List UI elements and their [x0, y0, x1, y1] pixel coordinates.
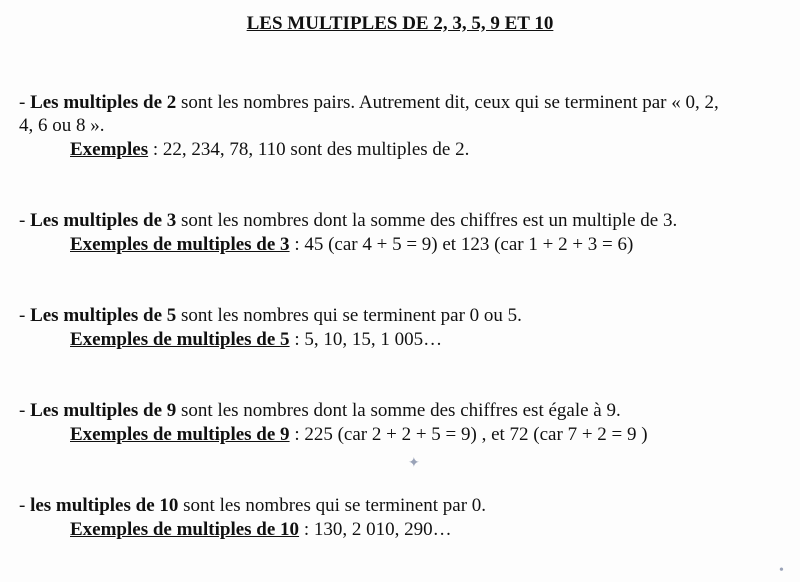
- example-label: Exemples de multiples de 9: [70, 424, 290, 445]
- rule-text: sont les nombres dont la somme des chiffres est un multiple de 3.: [176, 210, 678, 231]
- example-separator: :: [299, 519, 314, 540]
- rule-continuation: 4, 6 ou 8 ».: [19, 114, 105, 136]
- rule-line: [19, 495, 789, 518]
- rule-dash: -: [19, 305, 31, 326]
- example-text: 45 (car 4 + 5 = 9) et 123 (car 1 + 2 + 3 = 6): [304, 234, 634, 255]
- rule-multiples-3: [19, 210, 789, 233]
- rule-line: [19, 305, 789, 328]
- page-title: LES MULTIPLES DE 2, 3, 5, 9 ET 10: [246, 13, 554, 34]
- rule-text: sont les nombres qui se terminent par 0.: [178, 495, 487, 516]
- rule-term: Les multiples de 5: [30, 305, 177, 326]
- rule-multiples-2: [19, 92, 789, 138]
- example-text: 130, 2 010, 290…: [313, 519, 452, 540]
- example-text: 22, 234, 78, 110 sont des multiples de 2.: [162, 139, 470, 160]
- rule-term: les multiples de 10: [30, 495, 179, 516]
- rule-dash: -: [19, 400, 31, 421]
- rule-term: Les multiples de 9: [30, 400, 177, 421]
- rule-dash: -: [19, 210, 31, 231]
- rule-multiples-10: [19, 495, 789, 518]
- example-multiples-5: [70, 329, 442, 352]
- rule-text: sont les nombres pairs. Autrement dit, ceux qui se terminent par « 0, 2,: [176, 92, 719, 113]
- rule-term: Les multiples de 3: [30, 210, 177, 231]
- rule-line: [19, 400, 789, 423]
- rule-line: [19, 92, 789, 115]
- example-multiples-2: [70, 139, 469, 162]
- rule-text: sont les nombres dont la somme des chiffres est égale à 9.: [176, 400, 621, 421]
- example-label: Exemples de multiples de 5: [70, 329, 290, 350]
- example-separator: :: [289, 234, 305, 255]
- rule-multiples-5: [19, 305, 789, 328]
- example-label: Exemples: [70, 139, 149, 160]
- rule-term: Les multiples de 2: [30, 92, 177, 113]
- example-separator: :: [148, 139, 163, 160]
- example-label: Exemples de multiples de 10: [70, 519, 300, 540]
- example-multiples-9: [70, 424, 648, 447]
- rule-dash: -: [19, 92, 31, 113]
- example-text: 5, 10, 15, 1 005…: [304, 329, 443, 350]
- rule-dash: -: [19, 495, 31, 516]
- example-separator: :: [289, 329, 305, 350]
- rule-multiples-9: [19, 400, 789, 423]
- rule-line: [19, 210, 789, 233]
- example-separator: :: [289, 424, 305, 445]
- example-text: 225 (car 2 + 2 + 5 = 9) , et 72 (car 7 + 2 = 9 ): [304, 424, 648, 445]
- example-label: Exemples de multiples de 3: [70, 234, 290, 255]
- rule-text: sont les nombres qui se terminent par 0 ou 5.: [176, 305, 522, 326]
- scan-speck-mark: •: [779, 563, 784, 578]
- example-multiples-3: [70, 234, 633, 257]
- scan-speck-mark: ✦: [408, 456, 420, 471]
- example-multiples-10: [70, 519, 452, 542]
